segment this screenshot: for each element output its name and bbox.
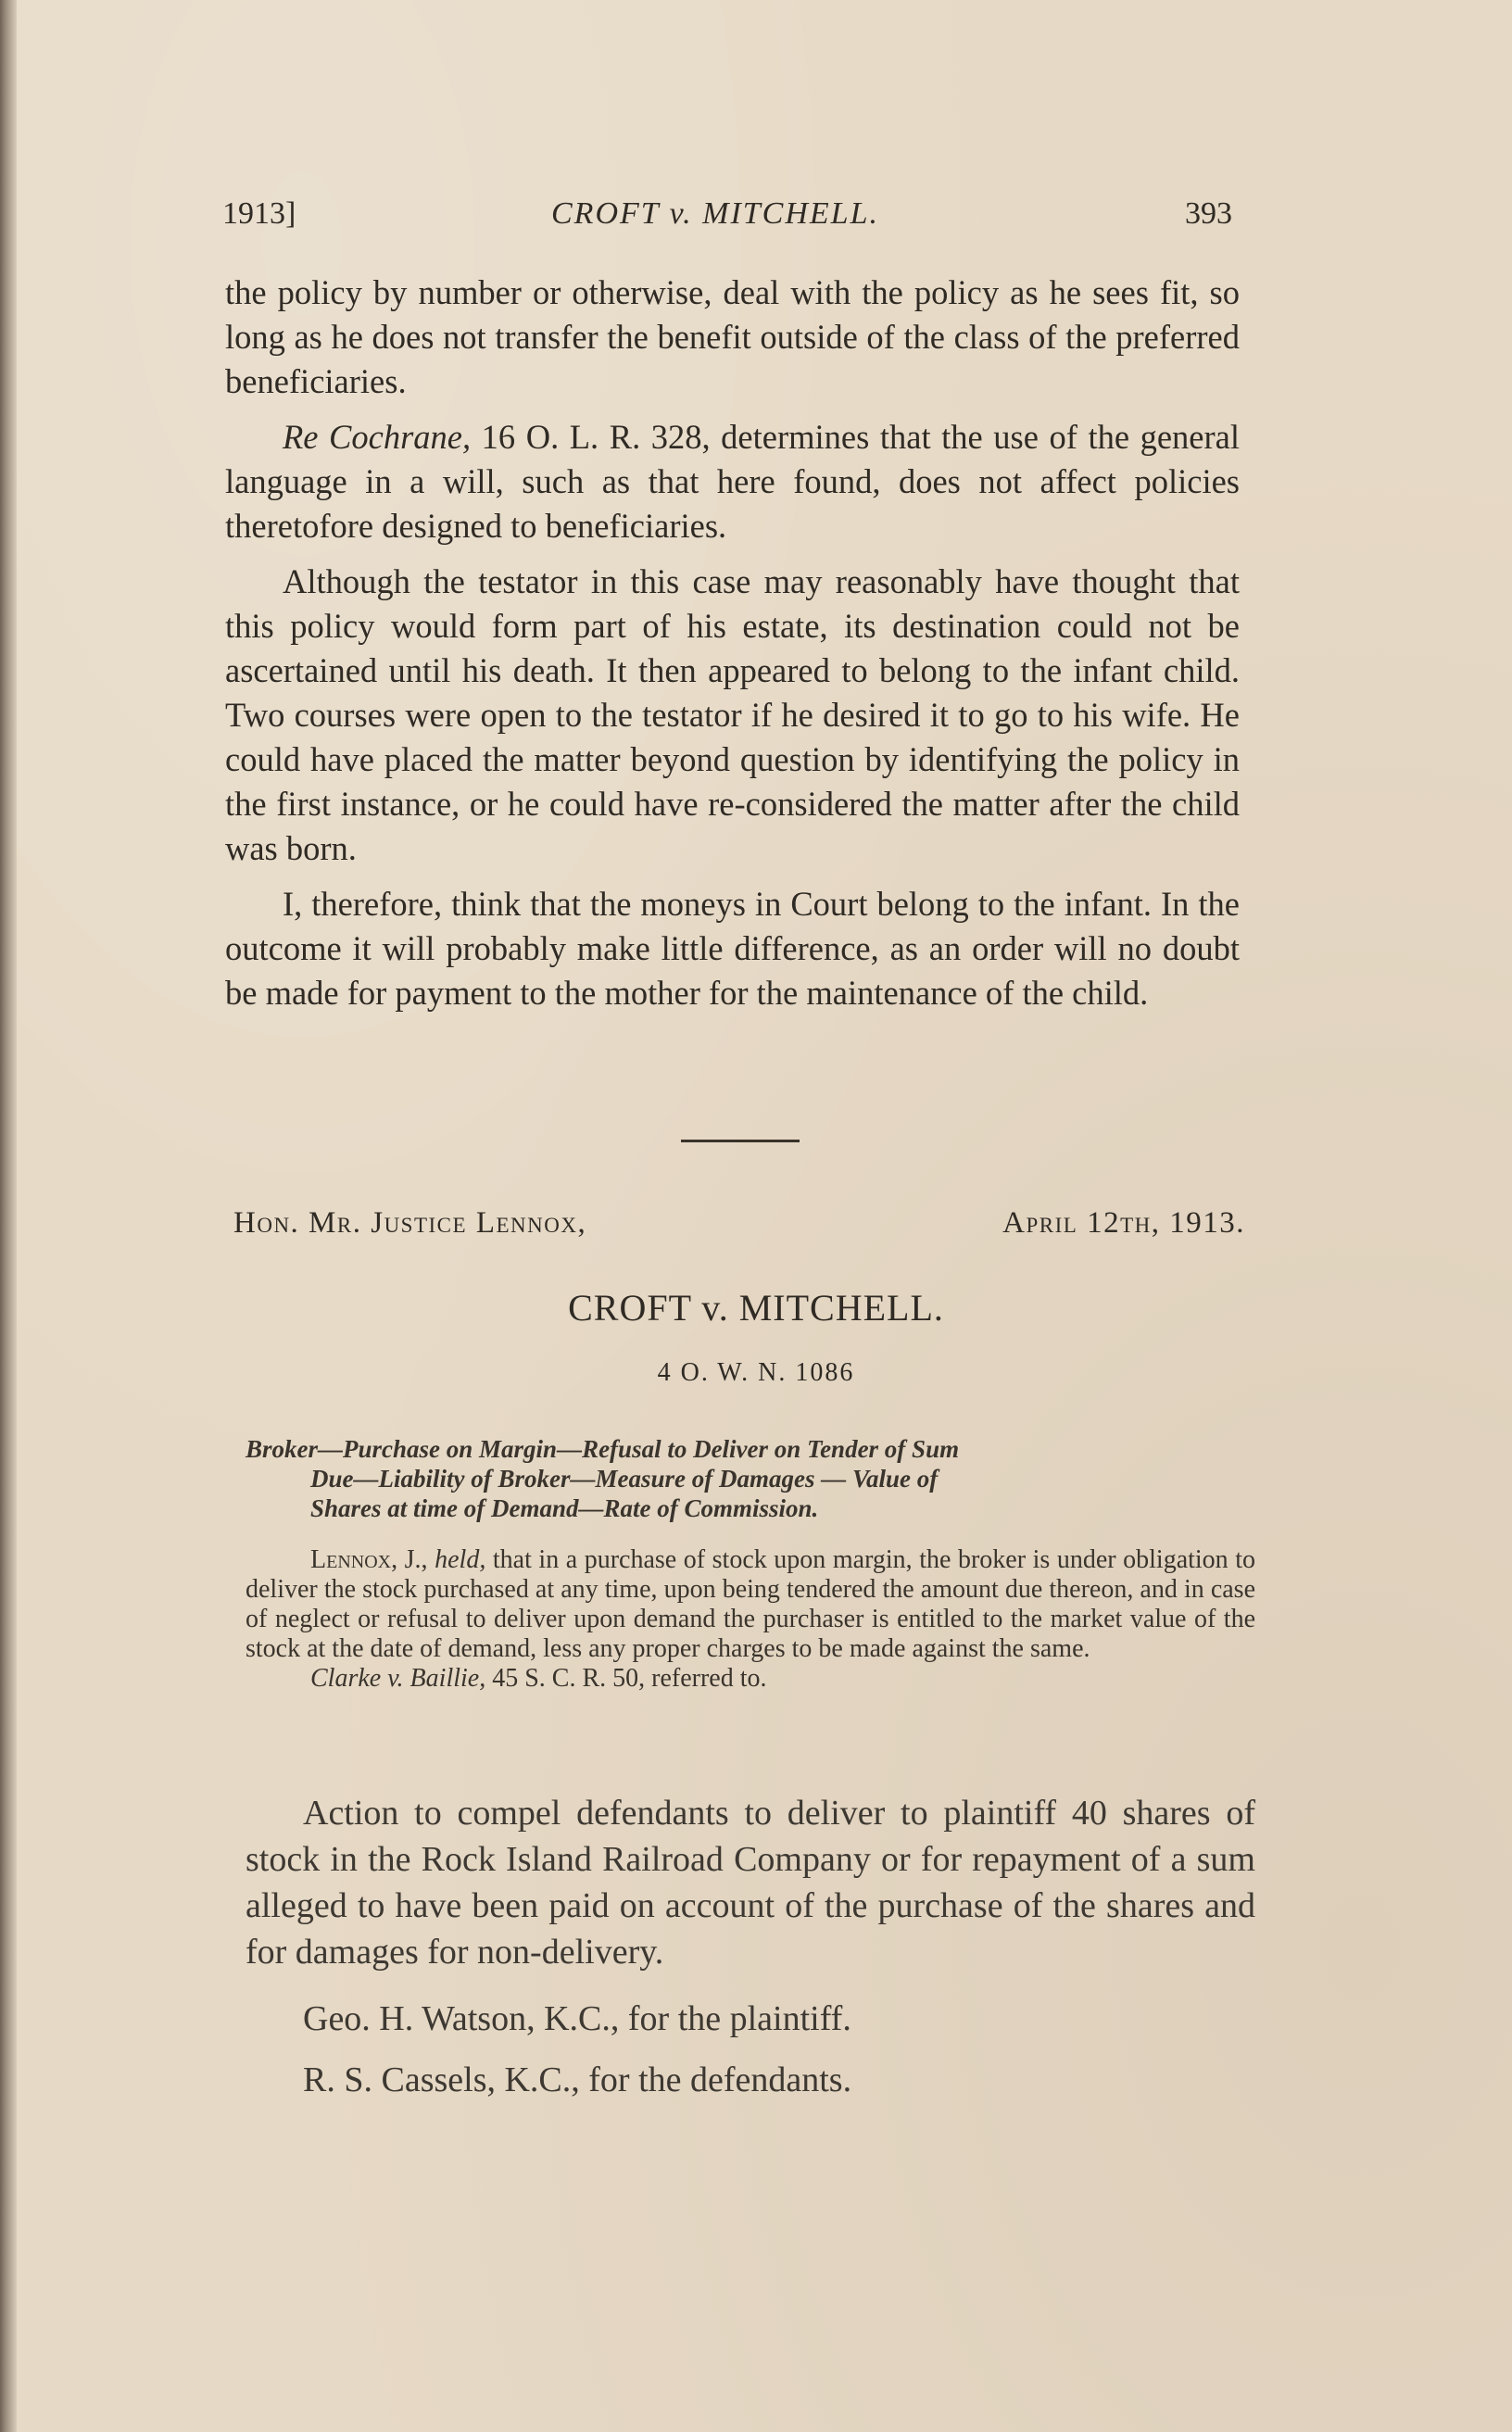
cited-case-clarke: Clarke v. Baillie, [310,1664,486,1693]
opinion-text [225,271,1240,1027]
decision-date: April 12th, 1913. [1002,1206,1245,1240]
case-title: CROFT v. MITCHELL. [568,1287,944,1329]
holding-paragraph [246,1545,1255,1664]
section-divider [681,1140,800,1142]
opinion-paragraph-3: Although the testator in this case may reasonably have thought that this policy would form part of his estate, its destination could not be ascertained until his death. It then appeared to belong to the infant child. Two courses were open to the testator if he desired it to go to his wife. He could have placed the matter beyond question by identifying the policy in the first instance, or he could have re-considered the matter after the child was born. [225,562,1240,867]
opinion-paragraph-4: I, therefore, think that the moneys in Court belong to the infant. In the outcome it will probably make little difference, as an order will no doubt be made for payment to the mother for the maintenance of the child. [225,885,1240,1012]
running-head-year: 1913] [222,196,296,231]
opinion-paragraph-2-text: 16 O. L. R. 328, determines that the use of the general language in a will, such as that here found, does not affect policies theretofore designed to beneficiaries. [225,418,1240,545]
headnote-line: Shares at time of Demand—Rate of Commission. [310,1494,819,1522]
action-paragraph: Action to compel defendants to deliver to plaintiff 40 shares of stock in the Rock Island Railroad Company or for repayment of a sum alleged to have been paid on account of the purchase of the shares and for damages for non-delivery. [246,1794,1255,1972]
judge-line [233,1206,1245,1249]
cited-case-cochrane: Re Cochrane, [283,418,472,456]
page-binding-edge [0,0,17,2432]
opinion-paragraph-1: the policy by number or otherwise, deal with the policy as he sees fit, so long as he does not transfer the benefit outside of the class of the preferred beneficiaries. [225,273,1240,400]
opinion-paragraph-2 [225,415,1240,548]
headnote [246,1434,1255,1523]
headnote-line: Broker—Purchase on Margin—Refusal to Deliver on Tender of Sum [246,1435,960,1463]
page-number: 393 [1185,196,1232,231]
holding-text: that in a purchase of stock upon margin, the broker is under obligation to deliver the stock purchased at any time, upon being tendered the amount due thereon, and in case of neglect or refusal to deliver upon demand the purchaser is entitled to the market value of the stock at the date of demand, less any proper charges to be made against the same. [246,1545,1256,1663]
holding-summary [246,1545,1255,1694]
holding-citation [246,1664,1255,1694]
counsel-defendants: R. S. Cassels, K.C., for the defendants. [303,2060,852,2099]
holding-judge: Lennox, J., [310,1545,428,1574]
citation-rest: 45 S. C. R. 50, referred to. [485,1664,767,1693]
running-head-title: CROFT v. MITCHELL. [551,196,880,231]
running-head [222,196,1232,243]
holding-held: held, [435,1545,486,1574]
headnote-line: Due—Liability of Broker—Measure of Damages — Value of [310,1465,939,1493]
judge-name: Hon. Mr. Justice Lennox, [233,1206,587,1240]
counsel-plaintiff: Geo. H. Watson, K.C., for the plaintiff. [303,1999,851,2038]
action-statement [246,1790,1255,2118]
report-reference: 4 O. W. N. 1086 [657,1358,855,1387]
